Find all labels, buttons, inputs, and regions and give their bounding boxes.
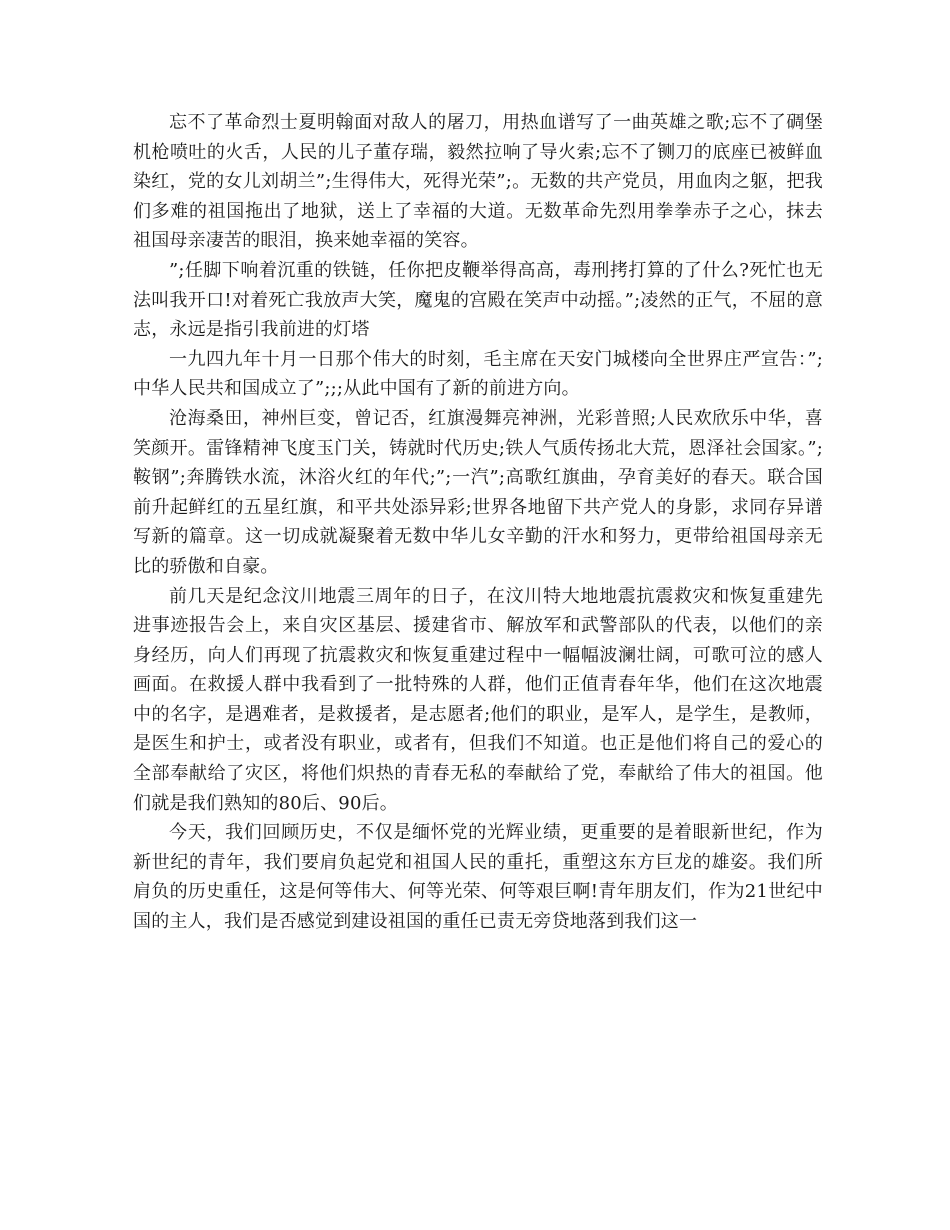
paragraph-3: 一九四九年十月一日那个伟大的时刻，毛主席在天安门城楼向全世界庄严宣告：”;中华人民共和国成立了”;;;从此中国有了新的前进方向。 bbox=[133, 348, 823, 400]
paragraph-5: 前几天是纪念汶川地震三周年的日子，在汶川特大地地震抗震救灾和恢复重建先进事迹报告会上，来自灾区基层、援建省市、解放军和武警部队的代表，以他们的亲身经历，向人们再现了抗震救灾和恢复重建过程中一幅幅波澜壮阔，可歌可泣的感人画面。在救援人群中我看到了一批特殊的人群，他们正值青春年华，他们在这次地震中的名字，是遇难者，是救援者，是志愿者;他们的职业，是军人，是学生，是教师，是医生和护士，或者没有职业，或者有，但我们不知道。也正是他们将自己的爱心的全部奉献给了灾区，将他们炽热的青春无私的奉献给了党，奉献给了伟大的祖国。他们就是我们熟知的80后、90后。 bbox=[133, 585, 823, 814]
paragraph-6: 今天，我们回顾历史，不仅是缅怀党的光辉业绩，更重要的是着眼新世纪，作为新世纪的青年，我们要肩负起党和祖国人民的重托，重塑这东方巨龙的雄姿。我们所肩负的历史重任，这是何等伟大、何等光荣、何等艰巨啊!青年朋友们，作为21世纪中国的主人，我们是否感觉到建设祖国的重任已责无旁贷地落到我们这一 bbox=[133, 822, 823, 933]
paragraph-4: 沧海桑田，神州巨变，曾记否，红旗漫舞亮神洲，光彩普照;人民欢欣乐中华，喜笑颜开。雷锋精神飞度玉门关，铸就时代历史;铁人气质传扬北大荒，恩泽社会国家。”;鞍钢”;奔腾铁水流，沐浴火红的年代;”;一汽”;高歌红旗曲，孕育美好的春天。联合国前升起鲜红的五星红旗，和平共处添异彩;世界各地留下共产党人的身影，求同存异谱写新的篇章。这一切成就凝聚着无数中华儿女辛勤的汗水和努力，更带给祖国母亲无比的骄傲和自豪。 bbox=[133, 407, 823, 577]
paragraph-1: 忘不了革命烈士夏明翰面对敌人的屠刀，用热血谱写了一曲英雄之歌;忘不了碉堡机枪喷吐的火舌，人民的儿子董存瑞，毅然拉响了导火索;忘不了铡刀的底座已被鲜血染红，党的女儿刘胡兰”;生得伟大，死得光荣”;。无数的共产党员，用血肉之躯，把我们多难的祖国拖出了地狱，送上了幸福的大道。无数革命先烈用拳拳赤子之心，抹去祖国母亲凄苦的眼泪，换来她幸福的笑容。 bbox=[133, 112, 823, 252]
paragraph-2: ”;任脚下响着沉重的铁链，任你把皮鞭举得高高，毒刑拷打算的了什么?死忙也无法叫我开口!对着死亡我放声大笑，魔鬼的宫殿在笑声中动摇。”;凌然的正气，不屈的意志，永远是指引我前进的灯塔 bbox=[133, 259, 823, 341]
document-body bbox=[133, 108, 823, 937]
